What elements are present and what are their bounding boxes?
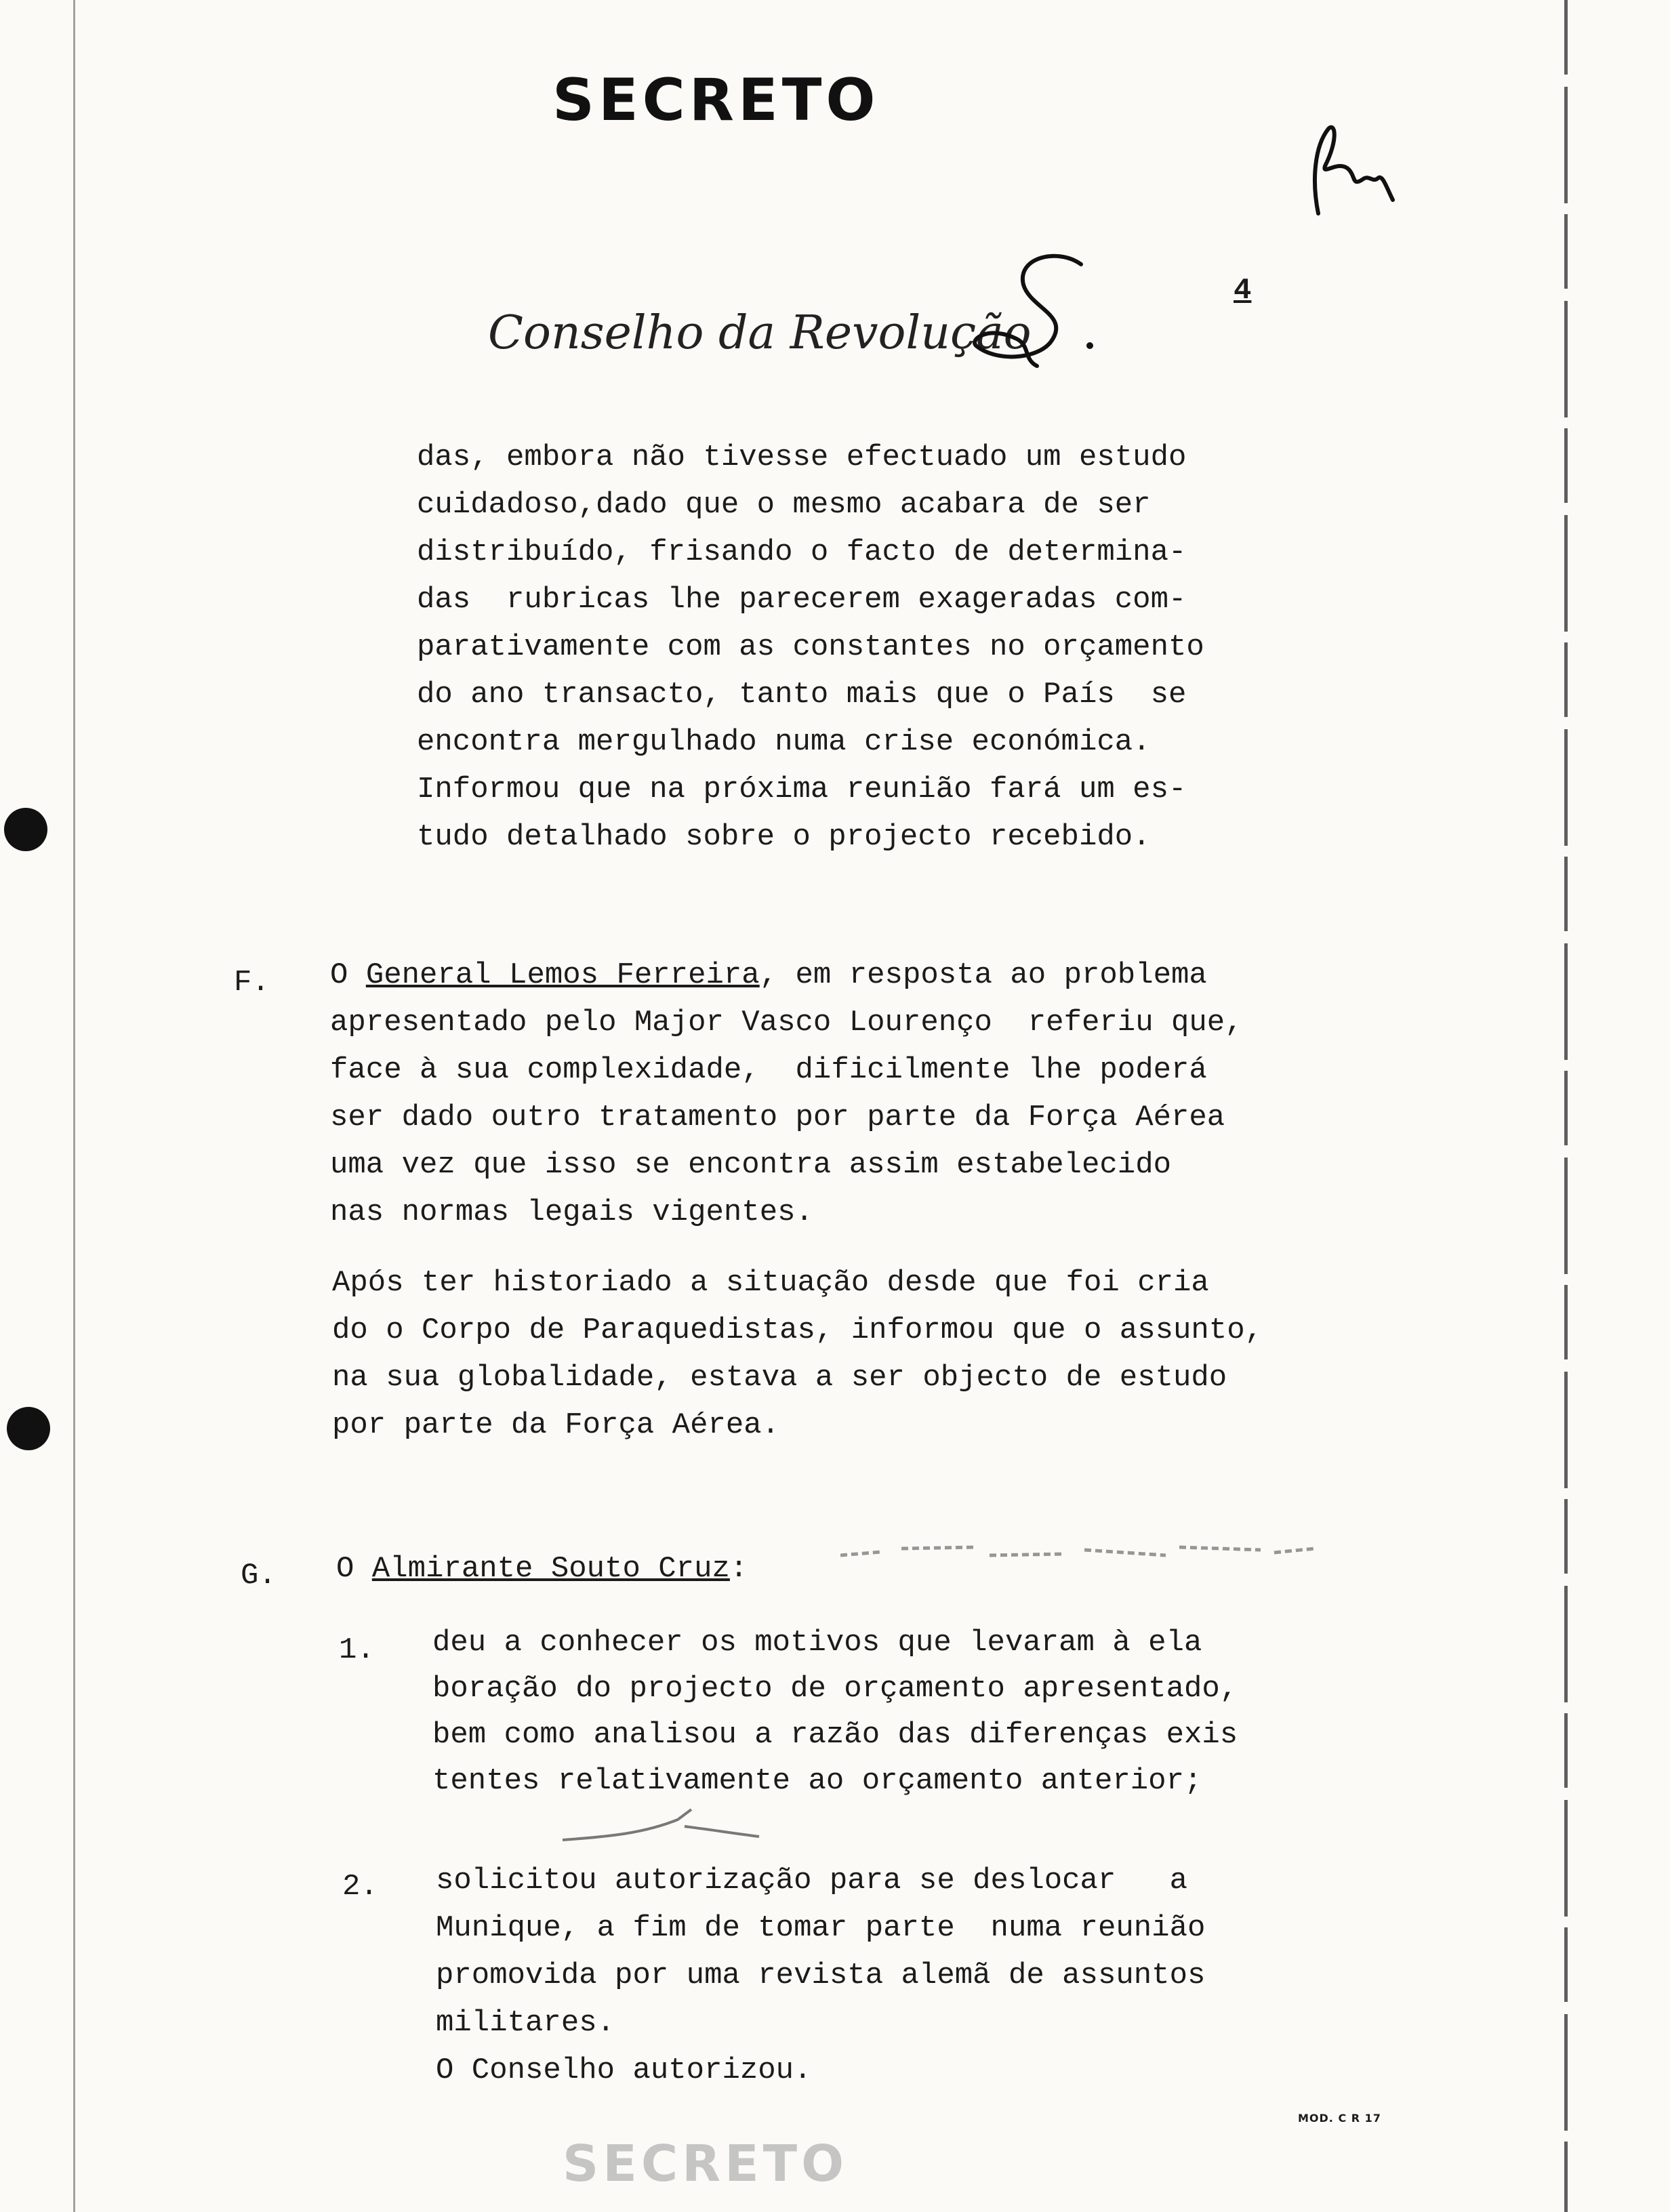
section-f-paragraph-1-text: , em resposta ao problema apresentado pelo Major Vasco Lourenço referiu que, face à sua complexidade, dificilmente lhe poderá ser dado outro tratamento por parte da Força Aérea uma vez que isso se encontra assim estabelecido nas normas legais vigentes. (330, 958, 1243, 1229)
handwritten-initials-center (962, 251, 1098, 380)
redaction-smudge (840, 1535, 1342, 1569)
section-g-item-1-text: deu a conhecer os motivos que levaram à ela boração do projecto de orçamento apresentado, bem como analisou a razão das diferenças exis tentes relativamente ao orçamento anterior; (432, 1626, 1238, 1798)
section-g-item-2-text: solicitou autorização para se deslocar a Munique, a fim de tomar parte numa reunião promovida por uma revista alemã de assuntos militares. O Conselho autorizou. (436, 1864, 1206, 2087)
section-f-paragraph-1 (330, 951, 1243, 1236)
section-f-speaker-name: General Lemos Ferreira (365, 958, 760, 992)
binder-edge (1564, 0, 1568, 2212)
classification-stamp-bottom: SECRETO (563, 2135, 849, 2193)
paragraph-continuation: das, embora não tivesse efectuado um estudo cuidadoso,dado que o mesmo acabara de ser distribuído, frisando o facto de determina- das rubricas lhe parecerem exageradas com- parativamente com as constantes no orçamento do ano transacto, tanto mais que o País se encontra mergulhado numa crise económica. Informou que na próxima reunião fará um es- tudo detalhado sobre o projecto recebido. (417, 441, 1204, 854)
page-number: 4 (1234, 274, 1252, 308)
section-f-prefix: O (330, 958, 366, 992)
section-g-prefix: O (336, 1552, 372, 1586)
letterhead-conselho-da-revolucao: Conselho da Revolução (488, 306, 1032, 360)
handwritten-initials-right (1298, 112, 1400, 227)
page-left-edge (73, 0, 75, 2212)
section-letter-g: G. (241, 1559, 277, 1593)
section-letter-f: F. (234, 966, 270, 1000)
classification-stamp-top: SECRETO (552, 66, 880, 134)
section-g-speaker-name: Almirante Souto Cruz (371, 1552, 730, 1586)
section-g-suffix: : (729, 1552, 748, 1586)
section-g-item-1-number: 1. (339, 1633, 375, 1667)
section-g-heading (336, 1545, 748, 1593)
section-f-paragraph-2: Após ter historiado a situação desde que foi cria do o Corpo de Paraquedistas, informou que o assunto, na sua globalidade, estava a ser objecto de estudo por parte da Força Aérea. (332, 1266, 1263, 1442)
punch-hole-bottom (7, 1407, 50, 1450)
ink-smudge (556, 1799, 779, 1847)
punch-hole-top (4, 808, 47, 851)
section-g-item-2-number: 2. (342, 1870, 378, 1904)
form-code: MOD. C R 17 (1298, 2112, 1381, 2125)
